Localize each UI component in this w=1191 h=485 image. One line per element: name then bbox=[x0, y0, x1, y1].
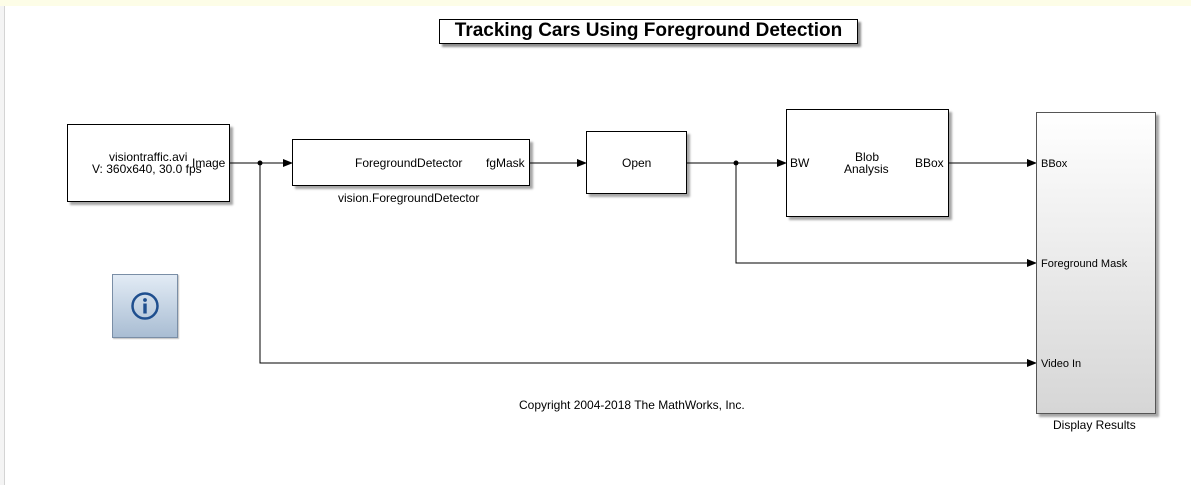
source-format-label: V: 360x640, 30.0 fps bbox=[92, 162, 202, 176]
detector-name-label: ForegroundDetector bbox=[355, 156, 463, 170]
display-caption: Display Results bbox=[1053, 418, 1136, 432]
branch-point-source bbox=[258, 161, 263, 166]
source-file-label: visiontraffic.avi bbox=[109, 150, 188, 164]
display-port-foreground-mask: Foreground Mask bbox=[1041, 258, 1128, 270]
video-source-block[interactable] bbox=[67, 124, 230, 202]
blob-name-line2: Analysis bbox=[844, 162, 889, 176]
display-port-bbox: BBox bbox=[1041, 158, 1068, 170]
blob-name-line1: Blob bbox=[855, 150, 880, 164]
info-button[interactable] bbox=[112, 274, 178, 338]
info-icon bbox=[130, 291, 160, 321]
blob-analysis-block[interactable] bbox=[786, 109, 949, 217]
diagram-title: Tracking Cars Using Foreground Detection bbox=[439, 19, 858, 44]
open-name-label: Open bbox=[622, 156, 652, 170]
open-block[interactable] bbox=[586, 131, 687, 194]
blob-in-port: BW bbox=[790, 156, 810, 170]
copyright-text: Copyright 2004-2018 The MathWorks, Inc. bbox=[519, 398, 745, 412]
blob-out-port: BBox bbox=[915, 156, 944, 170]
branch-point-open bbox=[734, 161, 739, 166]
foreground-detector-block[interactable] bbox=[292, 139, 530, 186]
source-out-port: Image bbox=[192, 156, 226, 170]
detector-caption: vision.ForegroundDetector bbox=[338, 191, 480, 205]
display-port-video-in: Video In bbox=[1041, 358, 1082, 370]
display-results-block[interactable] bbox=[1036, 112, 1156, 414]
detector-out-port: fgMask bbox=[486, 156, 525, 170]
